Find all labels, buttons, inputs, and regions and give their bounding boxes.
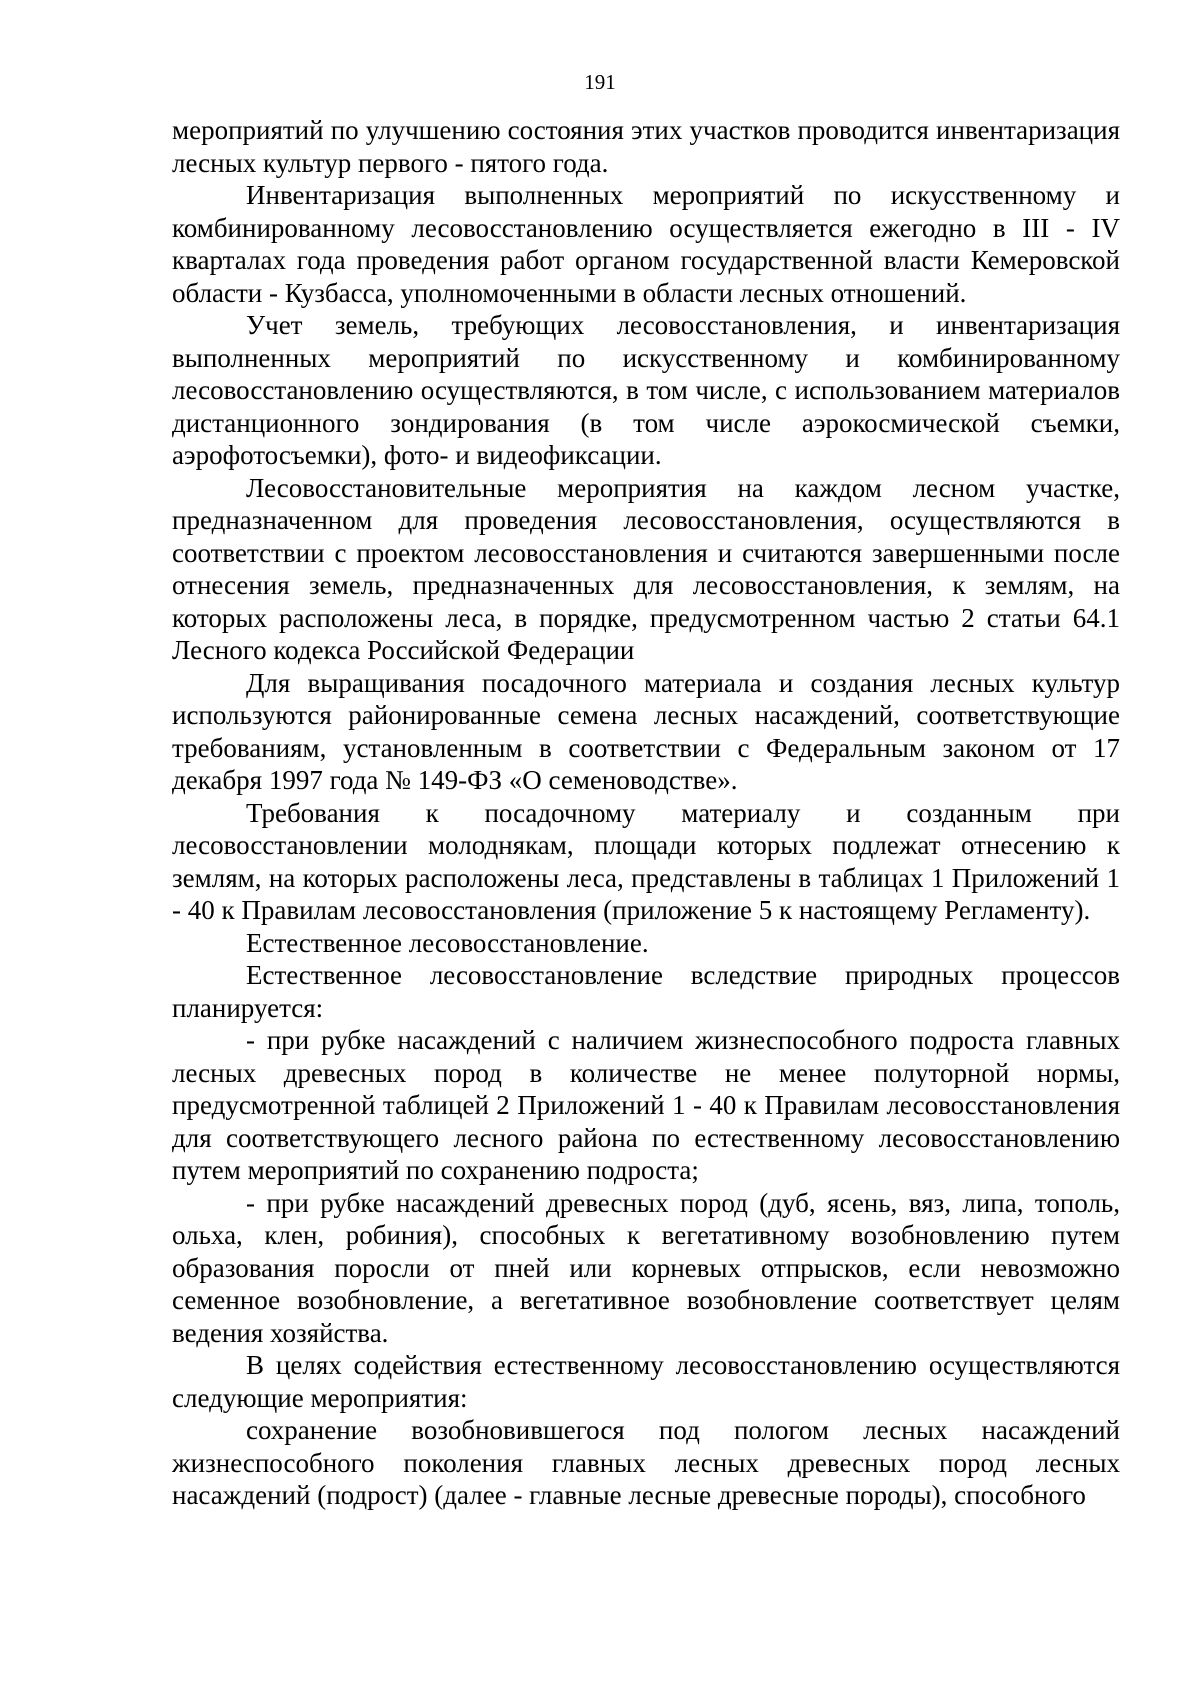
- paragraph-completion-criteria: Лесовосстановительные мероприятия на каждом лесном участке, предназначенном для проведения лесовосстановления, осуществляются в соответствии с проектом лесовосстановления и считаются завершенными после отнесения земель, предназначенных для лесовосстановления, к землям, на которых расположены леса, в порядке, предусмотренном частью 2 статьи 64.1 Лесного кодекса Российской Федерации: [172, 472, 1120, 665]
- list-item-undergrowth: - при рубке насаждений с наличием жизнеспособного подроста главных лесных древесных пород в количестве не менее полуторной нормы, предусмотренной таблицей 2 Приложений 1 - 40 к Правилам лесовосстановления для соответствующего лесного района по естественному лесовосстановлению путем мероприятий по сохранению подроста;: [172, 1025, 1120, 1185]
- paragraph-natural-planned: Естественное лесовосстановление вследствие природных процессов планируется:: [172, 960, 1120, 1023]
- paragraph-inventory-schedule: Инвентаризация выполненных мероприятий по искусственному и комбинированному лесовосстановлению осуществляется ежегодно в III - IV кварталах года проведения работ органом государственной власти Кемеровской области - Кузбасса, уполномоченными в области лесных отношений.: [172, 180, 1120, 308]
- paragraph-assistance-measures: В целях содействия естественному лесовосстановлению осуществляются следующие мероприятия:: [172, 1350, 1120, 1413]
- paragraph-seed-requirements: Для выращивания посадочного материала и создания лесных культур используются районированные семена лесных насаждений, соответствующие требованиям, установленным в соответствии с Федеральным законом от 17 декабря 1997 года № 149-ФЗ «О семеноводстве».: [172, 667, 1120, 795]
- paragraph-continuation: мероприятий по улучшению состояния этих участков проводится инвентаризация лесных культур первого - пятого года.: [172, 115, 1120, 178]
- paragraph-natural-reforestation-heading: Естественное лесовосстановление.: [246, 927, 649, 958]
- page-number: 191: [584, 70, 616, 94]
- list-item-vegetative: - при рубке насаждений древесных пород (дуб, ясень, вяз, липа, тополь, ольха, клен, робиния), способных к вегетативному возобновлению путем образования поросли от пней или корневых отпрысков, если невозможно семенное возобновление, а вегетативное возобновление соответствует целям ведения хозяйства.: [172, 1187, 1120, 1348]
- paragraph-planting-material: Требования к посадочному материалу и созданным при лесовосстановлении молоднякам, площади которых подлежат отнесению к землям, на которых расположены леса, представлены в таблицах 1 Приложений 1 - 40 к Правилам лесовосстановления (приложение 5 к настоящему Регламенту).: [172, 797, 1120, 925]
- document-body: [172, 114, 1120, 1512]
- paragraph-land-accounting: Учет земель, требующих лесовосстановления, и инвентаризация выполненных мероприятий по искусственному и комбинированному лесовосстановлению осуществляются, в том числе, с использованием материалов дистанционного зондирования (в том числе аэрокосмической съемки, аэрофотосъемки), фото- и видеофиксации.: [172, 310, 1120, 470]
- paragraph-preservation: сохранение возобновившегося под пологом лесных насаждений жизнеспособного поколения главных лесных древесных пород лесных насаждений (подрост) (далее - главные лесные древесные породы), способного: [172, 1415, 1120, 1510]
